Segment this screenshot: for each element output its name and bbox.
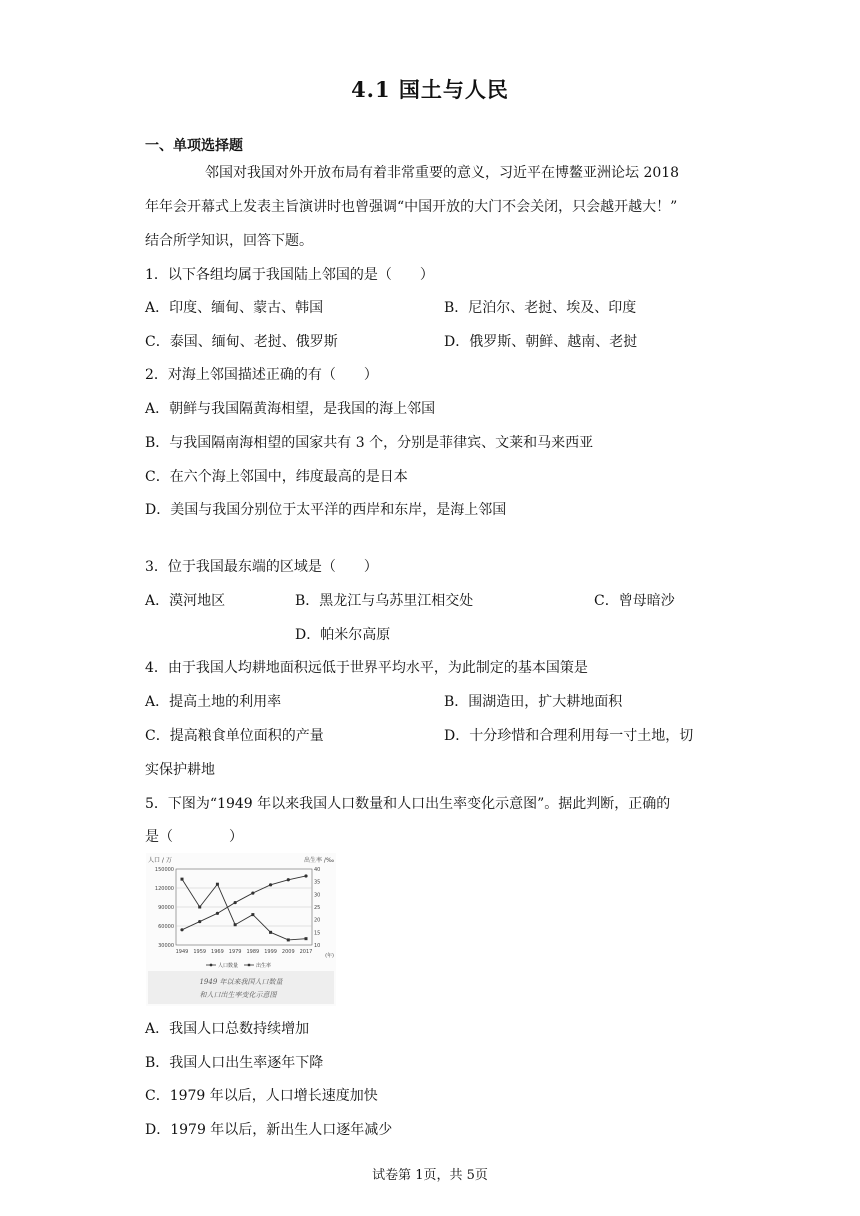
chart-ytick-right: 40 — [314, 867, 321, 873]
chart-caption-line-1: 1949 年以来我国人口数量 — [199, 978, 283, 986]
point-population — [234, 901, 237, 904]
chart-ytick-right: 25 — [314, 905, 321, 911]
chart-xtick: 1969 — [211, 949, 224, 955]
q5-option-d[interactable]: D．1979 年以后，新出生人口逐年减少 — [145, 1122, 393, 1138]
chart-ytick-left: 30000 — [158, 943, 174, 949]
page-title: 4.1 国土与人民 — [351, 77, 509, 102]
intro-line-3: 结合所学知识，回答下题。 — [145, 233, 313, 249]
legend-label-population: 人口数量 — [218, 963, 239, 969]
q1-option-a[interactable]: A．印度、缅甸、蒙古、韩国 — [145, 300, 324, 316]
q5-option-c[interactable]: C．1979 年以后，人口增长速度加快 — [145, 1088, 378, 1104]
q1-option-d[interactable]: D．俄罗斯、朝鲜、越南、老挝 — [444, 334, 638, 350]
point-birthrate — [234, 923, 237, 926]
q4-option-a[interactable]: A．提高土地的利用率 — [145, 694, 282, 710]
q1-option-b[interactable]: B．尼泊尔、老挝、埃及、印度 — [444, 300, 637, 316]
chart-ytick-right: 10 — [314, 943, 321, 949]
legend-marker-population — [210, 964, 213, 967]
chart-ytick-left: 90000 — [158, 905, 174, 911]
q2-option-d[interactable]: D．美国与我国分别位于太平洋的西岸和东岸，是海上邻国 — [145, 502, 507, 518]
chart-xtick: 1999 — [264, 949, 277, 955]
legend-label-birthrate: 出生率 — [256, 963, 272, 969]
section-heading: 一、单项选择题 — [145, 138, 243, 154]
q2-option-c[interactable]: C．在六个海上邻国中，纬度最高的是日本 — [145, 469, 408, 485]
point-population — [304, 874, 307, 877]
point-population — [251, 891, 254, 894]
chart-ytick-right: 30 — [314, 892, 321, 899]
q2-option-a[interactable]: A．朝鲜与我国隔黄海相望，是我国的海上邻国 — [145, 401, 436, 417]
point-birthrate — [287, 938, 290, 941]
chart-caption-band — [148, 971, 334, 1004]
q4-stem: 4．由于我国人均耕地面积远低于世界平均水平，为此制定的基本国策是 — [145, 660, 588, 676]
q3-stem: 3．位于我国最东端的区域是（ ） — [145, 559, 378, 575]
chart-xtick: 2017 — [299, 949, 313, 955]
q4-option-c[interactable]: C．提高粮食单位面积的产量 — [145, 728, 324, 744]
point-birthrate — [181, 878, 184, 881]
q3-option-a[interactable]: A．漠河地区 — [145, 593, 226, 609]
chart-xunit: (年) — [325, 953, 334, 959]
point-birthrate — [198, 906, 201, 909]
q4-option-d[interactable]: D．十分珍惜和合理利用每一寸土地，切 — [444, 728, 694, 744]
chart-ytick-right: 35 — [314, 879, 321, 886]
chart-ylabel-left: 人口 / 万 — [148, 857, 172, 864]
q3-option-c[interactable]: C．曾母暗沙 — [594, 593, 675, 609]
population-chart — [146, 853, 336, 1006]
point-population — [269, 883, 272, 886]
point-birthrate — [216, 883, 219, 886]
q5-option-b[interactable]: B．我国人口出生率逐年下降 — [145, 1055, 324, 1071]
legend-marker-birthrate — [248, 964, 250, 966]
q4-option-d-cont: 实保护耕地 — [145, 762, 215, 778]
q5-option-a[interactable]: A．我国人口总数持续增加 — [145, 1021, 310, 1037]
q4-option-b[interactable]: B．围湖造田，扩大耕地面积 — [444, 694, 623, 710]
point-population — [180, 928, 183, 931]
page-footer: 试卷第 1页，共 5页 — [372, 1168, 488, 1183]
point-birthrate — [269, 931, 272, 934]
chart-ytick-right: 20 — [314, 917, 321, 924]
point-birthrate — [251, 913, 254, 916]
chart-xtick: 1989 — [246, 949, 260, 955]
chart-xtick: 1959 — [193, 949, 207, 955]
chart-ylabel-right: 出生率 /‰ — [304, 857, 334, 864]
q1-option-c[interactable]: C．泰国、缅甸、老挝、俄罗斯 — [145, 334, 338, 350]
point-population — [287, 878, 290, 881]
point-population — [216, 912, 219, 915]
chart-ytick-left: 120000 — [154, 886, 174, 892]
point-population — [198, 920, 201, 923]
chart-ytick-left: 60000 — [158, 924, 174, 930]
q2-option-b[interactable]: B．与我国隔南海相望的国家共有 3 个，分别是菲律宾、文莱和马来西亚 — [145, 435, 594, 451]
chart-caption-line-2: 和人口出生率变化示意图 — [199, 991, 277, 999]
chart-xtick: 1949 — [175, 949, 189, 955]
q5-stem-line-1: 5．下图为“1949 年以来我国人口数量和人口出生率变化示意图”。据此判断，正确的 — [145, 796, 671, 812]
q3-option-b[interactable]: B．黑龙江与乌苏里江相交处 — [295, 593, 474, 609]
q1-stem: 1．以下各组均属于我国陆上邻国的是（ ） — [145, 267, 434, 283]
intro-line-2: 年年会开幕式上发表主旨演讲时也曾强调“中国开放的大门不会关闭，只会越开越大！” — [145, 199, 678, 215]
q5-stem-line-2: 是（ ） — [145, 829, 243, 845]
chart-xtick: 2009 — [281, 949, 295, 955]
q2-stem: 2．对海上邻国描述正确的有（ ） — [145, 367, 378, 383]
chart-xtick: 1979 — [228, 949, 242, 955]
chart-ytick-right: 15 — [314, 930, 321, 937]
q3-option-d[interactable]: D．帕米尔高原 — [295, 627, 391, 643]
chart-ytick-left: 150000 — [154, 867, 174, 873]
intro-line-1: 邻国对我国对外开放布局有着非常重要的意义，习近平在博鳌亚洲论坛 2018 — [205, 165, 680, 181]
point-birthrate — [305, 937, 308, 940]
